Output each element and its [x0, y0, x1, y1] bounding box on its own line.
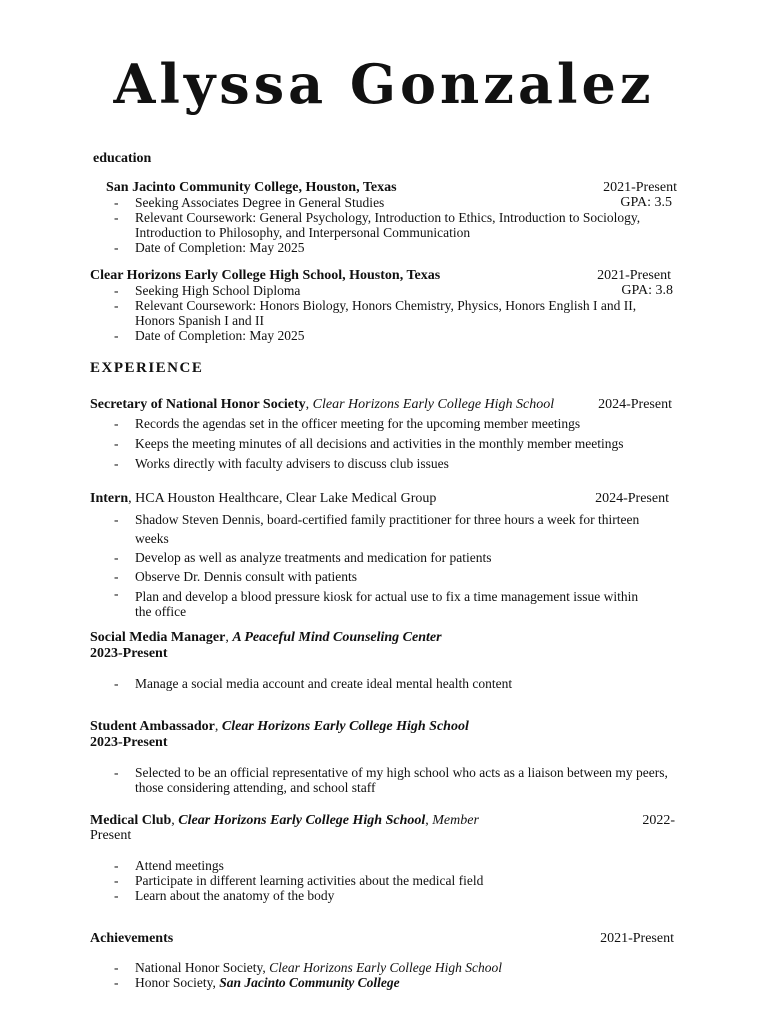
experience-entry-2-dates: 2024-Present [595, 491, 669, 506]
list-item: - Learn about the anatomy of the body [90, 888, 655, 903]
achievement-org: San Jacinto Community College [219, 975, 400, 990]
job-title: Intern [90, 491, 129, 506]
job-title: Medical Club [90, 813, 172, 828]
job-org: Clear Horizons Early College High School [221, 719, 469, 734]
education-entry-2-header: Clear Horizons Early College High School, Houston, Texas [90, 268, 441, 283]
list-item: - Observe Dr. Dennis consult with patients [90, 567, 655, 586]
list-item: - Works directly with faculty advisers to discuss club issues [90, 454, 655, 474]
list-item: - Honor Society, San Jacinto Community College [90, 975, 655, 990]
job-title: Student Ambassador [90, 719, 215, 734]
list-item: - Selected to be an official representative of my high school who acts as a liaison between my peers, those considering attending, and school staff [90, 765, 680, 795]
experience-entry-1-header: Secretary of National Honor Society, Clear Horizons Early College High School [90, 397, 555, 412]
job-title: Social Media Manager [90, 630, 226, 645]
experience-entry-2-list [90, 510, 655, 619]
list-item: - Keeps the meeting minutes of all decisions and activities in the monthly member meetings [90, 434, 655, 454]
education-entry-1-dates: 2021-Present [603, 180, 677, 195]
experience-entry-1-dates: 2024-Present [598, 397, 672, 412]
experience-entry-4-list [90, 765, 680, 795]
experience-entry-3-dates: 2023-Present [90, 646, 168, 661]
job-org: Clear Horizons Early College High School [178, 813, 426, 828]
school-name: Clear Horizons Early College High School [90, 268, 343, 283]
experience-entry-5-header: Medical Club, Clear Horizons Early College High School, Member [90, 813, 479, 828]
achievements-list [90, 960, 655, 990]
list-item: - Develop as well as analyze treatments and medication for patients [90, 548, 655, 567]
list-item: - Records the agendas set in the officer meeting for the upcoming member meetings [90, 414, 655, 434]
list-item: - Date of Completion: May 2025 [90, 328, 655, 343]
list-item: - Relevant Coursework: General Psychology, Introduction to Ethics, Introduction to Sociology, Introduction to Philosophy, and Interpersonal Communication [90, 210, 655, 240]
job-org: A Peaceful Mind Counseling Center [232, 630, 442, 645]
experience-entry-3-header: Social Media Manager, A Peaceful Mind Counseling Center [90, 630, 442, 645]
school-name: San Jacinto Community College [106, 180, 299, 195]
list-item: - Participate in different learning activities about the medical field [90, 873, 655, 888]
resume-name: Alyssa Gonzalez [113, 52, 655, 116]
education-entry-1-gpa: GPA: 3.5 [620, 195, 672, 210]
list-item: - Shadow Steven Dennis, board-certified family practitioner for three hours a week for thirteen weeks [90, 510, 655, 548]
achievements-heading: Achievements [90, 931, 174, 946]
experience-entry-3-list [90, 676, 655, 692]
achievements-dates: 2021-Present [600, 931, 674, 946]
school-location: Houston, Texas [349, 268, 441, 283]
experience-heading: EXPERIENCE [90, 360, 204, 376]
achievement-label: National Honor Society [135, 960, 263, 975]
list-item: - Seeking Associates Degree in General Studies [90, 195, 655, 210]
achievement-label: Honor Society [135, 975, 213, 990]
job-role: Member [432, 813, 479, 828]
education-entry-2-dates: 2021-Present [597, 268, 671, 283]
list-item: - Relevant Coursework: Honors Biology, Honors Chemistry, Physics, Honors English I and II, Honors Spanish I and II [90, 298, 655, 328]
experience-entry-5-list [90, 858, 655, 903]
list-item: - National Honor Society, Clear Horizons Early College High School [90, 960, 655, 975]
job-org: HCA Houston Healthcare, Clear Lake Medical Group [135, 491, 437, 506]
education-heading: education [93, 151, 152, 166]
experience-entry-5-dates-start: 2022- [642, 813, 675, 828]
list-item: - Attend meetings [90, 858, 655, 873]
experience-entry-2-header: Intern, HCA Houston Healthcare, Clear Lake Medical Group [90, 491, 437, 506]
experience-entry-1-list [90, 414, 655, 474]
experience-entry-4-dates: 2023-Present [90, 735, 168, 750]
school-location: Houston, Texas [305, 180, 397, 195]
list-item: - Manage a social media account and create ideal mental health content [90, 676, 655, 692]
education-entry-1-header: San Jacinto Community College, Houston, Texas [106, 180, 397, 195]
achievement-org: Clear Horizons Early College High School [269, 960, 502, 975]
education-entry-2-gpa: GPA: 3.8 [621, 283, 673, 298]
job-org: Clear Horizons Early College High School [312, 397, 555, 412]
education-entry-1-list [90, 195, 655, 255]
list-item: - Seeking High School Diploma [90, 283, 655, 298]
list-item: - Date of Completion: May 2025 [90, 240, 655, 255]
experience-entry-4-header: Student Ambassador, Clear Horizons Early College High School [90, 719, 469, 734]
experience-entry-5-dates-end: Present [90, 828, 132, 843]
education-entry-2-list [90, 283, 655, 343]
list-item: - Plan and develop a blood pressure kiosk for actual use to fix a time management issue within the office [90, 586, 655, 619]
job-title: Secretary of National Honor Society [90, 397, 306, 412]
